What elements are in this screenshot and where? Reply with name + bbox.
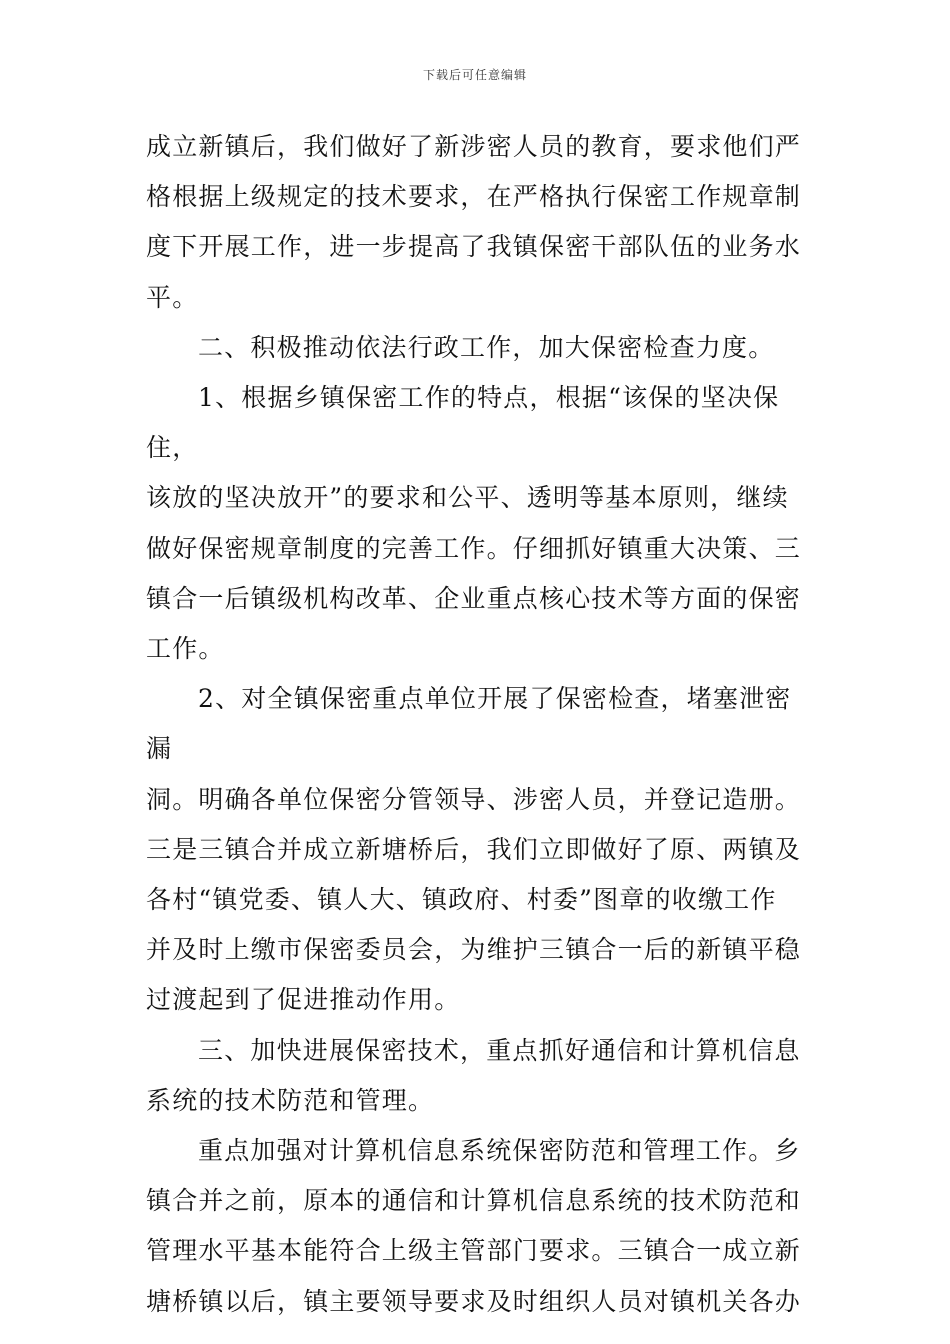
- text-line: 洞。明确各单位保密分管领导、涉密人员，并登记造册。: [146, 784, 802, 814]
- text-line: 度下开展工作，进一步提高了我镇保密干部队伍的业务水: [146, 232, 802, 262]
- text-line: 系统的技术防范和管理。: [146, 1085, 435, 1115]
- text-line: 2、对全镇保密重点单位开展了保密检查，堵塞泄密漏: [146, 684, 792, 764]
- text-line: 三、加快进展保密技术，重点抓好通信和计算机信息: [198, 1035, 801, 1065]
- text-line: 过渡起到了促进推动作用。: [146, 985, 461, 1015]
- text-line: 并及时上缴市保密委员会，为维护三镇合一后的新镇平稳: [146, 935, 802, 965]
- document-body: [146, 122, 810, 1327]
- text-line: 各村“镇党委、镇人大、镇政府、村委”图章的收缴工作: [146, 885, 777, 915]
- text-line: 镇合并之前，原本的通信和计算机信息系统的技术防范和: [146, 1186, 802, 1216]
- text-line: 成立新镇后，我们做好了新涉密人员的教育，要求他们严: [146, 132, 802, 161]
- text-line: 该放的坚决放开”的要求和公平、透明等基本原则，继续: [146, 483, 789, 513]
- text-line: 1、根据乡镇保密工作的特点，根据“该保的坚决保住，: [146, 383, 780, 463]
- text-line: 二、积极推动依法行政工作，加大保密检查力度。: [198, 332, 775, 362]
- text-line: 格根据上级规定的技术要求，在严格执行保密工作规章制: [146, 182, 802, 212]
- text-line: 重点加强对计算机信息系统保密防范和管理工作。乡: [198, 1136, 801, 1166]
- paragraph-computer-security: [146, 1126, 810, 1327]
- text-line: 平。: [146, 282, 199, 312]
- section-heading-3: [146, 1026, 810, 1126]
- text-line: 三是三镇合并成立新塘桥后，我们立即做好了原、两镇及: [146, 834, 802, 864]
- paragraph-item-1: [146, 373, 810, 674]
- text-line: 管理水平基本能符合上级主管部门要求。三镇合一成立新: [146, 1236, 802, 1266]
- text-line: 镇合一后镇级机构改革、企业重点核心技术等方面的保密: [146, 583, 802, 613]
- section-heading-2: [146, 323, 810, 373]
- text-line: 做好保密规章制度的完善工作。仔细抓好镇重大决策、三: [146, 533, 802, 563]
- header-note: 下载后可任意编辑: [422, 68, 527, 82]
- paragraph-item-2: [146, 674, 810, 1025]
- text-line: 工作。: [146, 634, 225, 664]
- paragraph-1: [146, 122, 810, 323]
- text-line: 塘桥镇以后，镇主要领导要求及时组织人员对镇机关各办: [146, 1286, 802, 1316]
